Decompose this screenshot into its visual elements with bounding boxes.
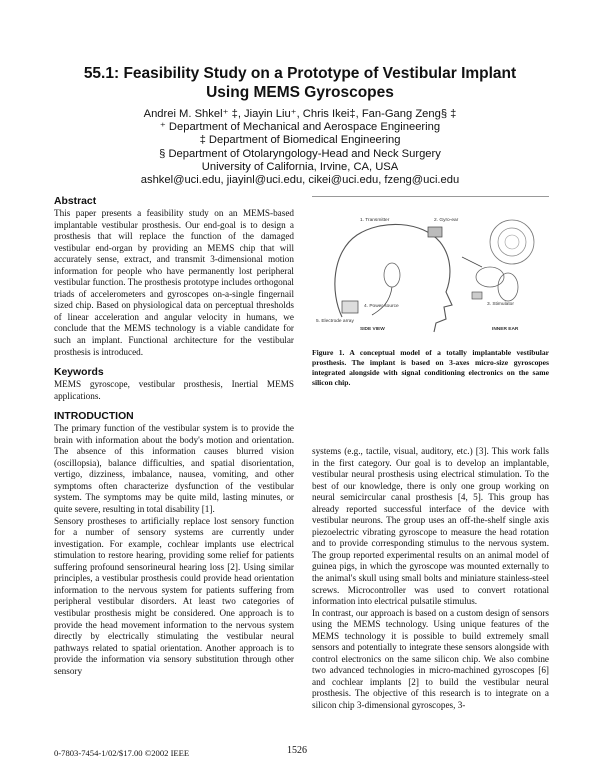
cochlea-mid bbox=[498, 228, 526, 256]
keywords-heading: Keywords bbox=[54, 367, 104, 379]
introduction-heading: INTRODUCTION bbox=[54, 411, 134, 423]
semicircular-canal-2 bbox=[498, 273, 518, 301]
label-transmitter: 1. Transmitter bbox=[360, 218, 390, 223]
affiliation-2: ‡ Department of Biomedical Engineering bbox=[199, 134, 401, 147]
right-column bbox=[312, 446, 549, 712]
left-column bbox=[54, 196, 294, 677]
paper-title bbox=[40, 64, 560, 102]
label-power-source: 4. Power source bbox=[364, 304, 399, 309]
title-line-1: 55.1: Feasibility Study on a Prototype of Vestibular Implant bbox=[83, 65, 517, 82]
figure-1-caption: Figure 1. A conceptual model of a totally implantable vestibular prosthesis. The implant is based on 3-axes micro-size gyroscopes integrated alongside with signal conditioning electronics on the same silicon chip. bbox=[312, 348, 549, 387]
stimulator-box bbox=[472, 292, 482, 299]
affiliation-1: ⁺ Department of Mechanical and Aerospace Engineering bbox=[159, 121, 441, 134]
title-line-2: Using MEMS Gyroscopes bbox=[206, 84, 394, 101]
label-inner-ear: INNER EAR bbox=[492, 327, 519, 332]
university: University of California, Irvine, CA, USA bbox=[201, 160, 399, 173]
label-side-view: SIDE VIEW bbox=[360, 327, 385, 332]
paper-header bbox=[40, 64, 560, 187]
intro-paragraph-3: systems (e.g., tactile, visual, auditory, etc.) [3]. This work falls in the first category. Our goal is to develop an implantable, vestibular neural prosthesis using electrical stimulation. To the best of our knowledge, there is only one group working on neural semicircular canal prosthesis [4, 5]. This group has already reported successful interface of the device with vestibular neurons. The group uses an off-the-shelf single axis piezoelectric vibrating gyroscope to measure the head rotation and to provide corresponding stimulus to the nervous system. The group reported experimental results on an animal model of guinea pigs, in which the gyroscope was mounted externally to the animal's skull using small bolts and miniature stainless-steel screws. Microcontroller was used to convert rotational information into electrical pulsatile stimulus. bbox=[312, 446, 549, 607]
intro-paragraph-1: The primary function of the vestibular system is to provide the brain with information about the body's motion and orientation. The absence of this information causes blurred vision (oscillopsia), balance difficulties, and spatial disorientation, vertigo, dizziness, imbalance, nausea, vomiting, and other symptoms often characterize dysfunction of the vestibular system. The symptoms may be quite mild, lasting minutes, or quite severe, resulting in total disability [1]. bbox=[54, 423, 294, 515]
affiliation-3: § Department of Otolaryngology-Head and Neck Surgery bbox=[159, 147, 441, 160]
implant-wire bbox=[372, 287, 392, 315]
footer-isbn: 0-7803-7454-1/02/$17.00 ©2002 IEEE bbox=[54, 748, 190, 758]
figure-1 bbox=[312, 196, 549, 337]
power-source-box bbox=[342, 301, 358, 313]
author-names: Andrei M. Shkel⁺ ‡, Jiayin Liu⁺, Chris Ikei‡, Fan-Gang Zeng§ ‡ bbox=[143, 108, 457, 120]
vestibular-implant-illustration bbox=[312, 197, 549, 337]
label-gyro: 2. Gyro-ear bbox=[434, 218, 459, 223]
ear-shape bbox=[384, 263, 400, 287]
author-emails: ashkel@uci.edu, jiayinl@uci.edu, cikei@uci.edu, fzeng@uci.edu bbox=[140, 174, 460, 187]
label-electrode: 5. Electrode array bbox=[316, 319, 354, 324]
page-number: 1526 bbox=[287, 745, 307, 756]
head-outline bbox=[335, 224, 452, 332]
cochlea-inner bbox=[505, 235, 519, 249]
label-stimulator: 3. Stimulator bbox=[487, 302, 514, 307]
stimulator-lead bbox=[462, 257, 482, 267]
semicircular-canal-1 bbox=[476, 267, 504, 287]
author-block bbox=[40, 108, 560, 187]
gyro-device bbox=[428, 227, 442, 237]
keywords-text: MEMS gyroscope, vestibular prosthesis, Inertial MEMS applications. bbox=[54, 379, 294, 401]
intro-paragraph-4: In contrast, our approach is based on a custom design of sensors using the MEMS technology. Using unique features of the MEMS technology it is possible to build extremely small sensors and potentially to integrate these sensors alongside with control electronics on the same silicon chip. We also combine two advanced technologies in micro-machined gyroscopes [6] and cochlear implants [2] to build the vestibular neural prosthesis. The objective of this research is to integrate on a silicon chip 3-dimensional gyroscopes, 3- bbox=[312, 607, 549, 711]
cochlea-outer bbox=[490, 220, 534, 264]
intro-paragraph-2: Sensory prostheses to artificially replace lost sensory function for a number of sensory systems are currently under investigation. For example, cochlear implants use electrical stimulation to restore hearing, providing some relief for patients suffering profound sensorineural hearing loss [2]. Using similar principles, a vestibular prosthesis could provide head orientation information to the nervous system for patients suffering from peripheral vestibular disorders. At least two categories of vestibular prosthesis might be considered. One approach is to provide the head movement information to the nervous system directly by electrically stimulating the vestibular neural pathways related to spatial orientation. Another approach is to provide the information via sensory substitution through other sensory bbox=[54, 515, 294, 676]
abstract-heading: Abstract bbox=[54, 196, 97, 207]
abstract-text: This paper presents a feasibility study on an MEMS-based implantable vestibular prosthesis. Our end-goal is to design a prosthesis that will replace the function of the damaged vestibular end-organ by providing an MEMS chip that will accurately sense, extract, and transmit 3-dimensional motion information for people who have permanently lost peripheral vestibular function. The prosthesis prototype includes orthogonal triads of accelerometers and gyroscopes on-a-single fingernail sized chip. Based on physiological data on perceptual thresholds of linear acceleration and angular velocity in humans, we conclude that the MEMS technology is a viable candidate for such an implant. Functional architecture for the vestibular prosthesis is introduced. bbox=[54, 208, 294, 357]
